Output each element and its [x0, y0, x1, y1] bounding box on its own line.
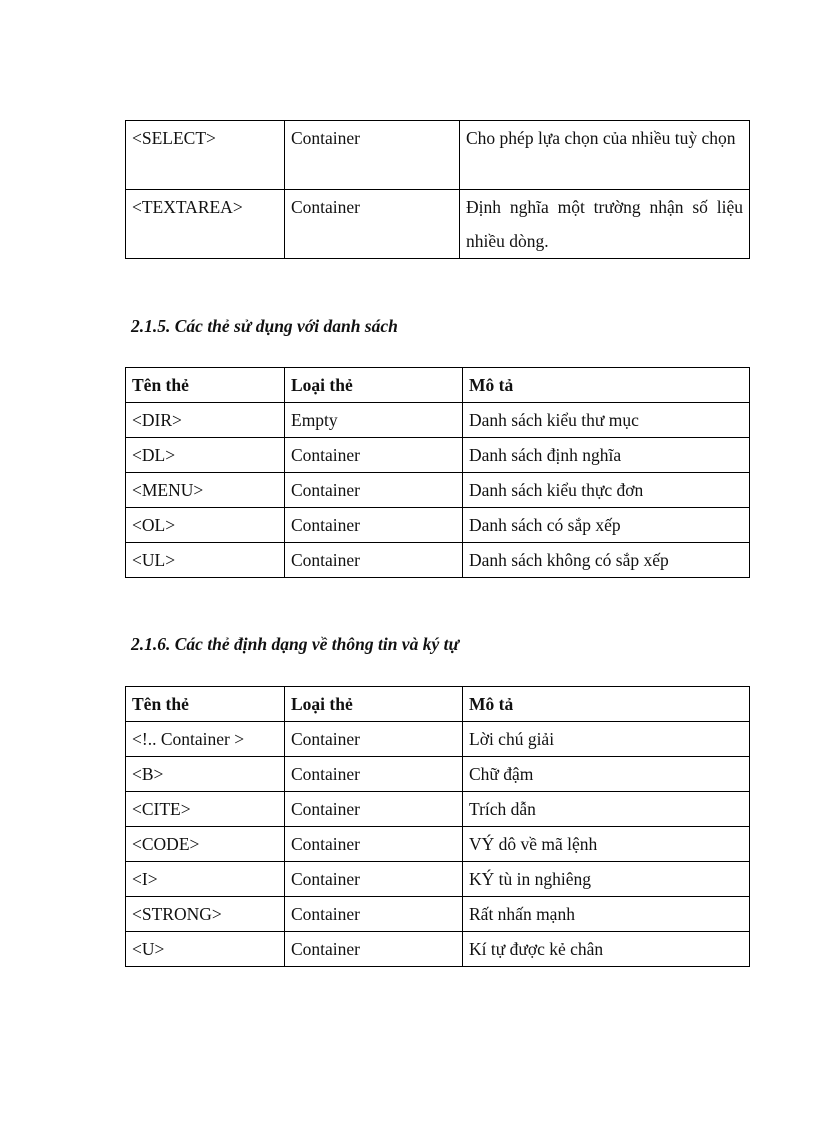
- tag-cell: <I>: [126, 862, 285, 897]
- column-header: Tên thẻ: [126, 687, 285, 722]
- table-list-tags: [125, 367, 750, 578]
- desc-cell: Chữ đậm: [463, 757, 750, 792]
- table-format-tags: [125, 686, 750, 967]
- desc-cell: Kí tự được kẻ chân: [463, 932, 750, 967]
- desc-cell: Danh sách kiểu thực đơn: [463, 473, 750, 508]
- type-cell: Container: [285, 722, 463, 757]
- table-header-row: [126, 368, 750, 403]
- desc-cell: Danh sách định nghĩa: [463, 438, 750, 473]
- tag-cell: <!.. Container >: [126, 722, 285, 757]
- tag-cell: <SELECT>: [126, 121, 285, 190]
- tag-cell: <DIR>: [126, 403, 285, 438]
- tag-cell: <UL>: [126, 543, 285, 578]
- type-cell: Container: [285, 862, 463, 897]
- table-row: [126, 897, 750, 932]
- table-row: [126, 757, 750, 792]
- tag-cell: <OL>: [126, 508, 285, 543]
- table-form-tags: [125, 120, 750, 259]
- type-cell: Container: [285, 190, 460, 259]
- tag-cell: <DL>: [126, 438, 285, 473]
- type-cell: Container: [285, 897, 463, 932]
- tag-cell: <CITE>: [126, 792, 285, 827]
- type-cell: Container: [285, 543, 463, 578]
- type-cell: Container: [285, 792, 463, 827]
- column-header: Loại thẻ: [285, 368, 463, 403]
- section-heading-formatting: 2.1.6. Các thẻ định dạng về thông tin và ký tự: [131, 634, 459, 654]
- desc-cell: KÝ tù in nghiêng: [463, 862, 750, 897]
- desc-cell: Định nghĩa một trường nhận số liệu nhiều dòng.: [460, 190, 750, 259]
- tag-cell: <STRONG>: [126, 897, 285, 932]
- tag-cell: <MENU>: [126, 473, 285, 508]
- desc-cell: Trích dẫn: [463, 792, 750, 827]
- tag-cell: <CODE>: [126, 827, 285, 862]
- table-row: [126, 722, 750, 757]
- type-cell: Container: [285, 121, 460, 190]
- type-cell: Empty: [285, 403, 463, 438]
- type-cell: Container: [285, 508, 463, 543]
- tag-cell: <TEXTAREA>: [126, 190, 285, 259]
- section-heading-lists: 2.1.5. Các thẻ sử dụng với danh sách: [131, 316, 398, 336]
- column-header: Tên thẻ: [126, 368, 285, 403]
- type-cell: Container: [285, 932, 463, 967]
- column-header: Mô tả: [463, 368, 750, 403]
- desc-cell: Danh sách không có sắp xếp: [463, 543, 750, 578]
- column-header: Mô tả: [463, 687, 750, 722]
- type-cell: Container: [285, 473, 463, 508]
- table-row: [126, 121, 750, 190]
- table-row: [126, 190, 750, 259]
- table-row: [126, 827, 750, 862]
- type-cell: Container: [285, 827, 463, 862]
- desc-cell: Danh sách có sắp xếp: [463, 508, 750, 543]
- table-row: [126, 508, 750, 543]
- table-row: [126, 932, 750, 967]
- type-cell: Container: [285, 757, 463, 792]
- column-header: Loại thẻ: [285, 687, 463, 722]
- desc-cell: Rất nhấn mạnh: [463, 897, 750, 932]
- table-row: [126, 438, 750, 473]
- desc-cell: Danh sách kiểu thư mục: [463, 403, 750, 438]
- table-row: [126, 403, 750, 438]
- tag-cell: <B>: [126, 757, 285, 792]
- type-cell: Container: [285, 438, 463, 473]
- desc-cell: Lời chú giải: [463, 722, 750, 757]
- table-row: [126, 862, 750, 897]
- table-header-row: [126, 687, 750, 722]
- tag-cell: <U>: [126, 932, 285, 967]
- table-row: [126, 792, 750, 827]
- desc-cell: VÝ dô về mã lệnh: [463, 827, 750, 862]
- desc-cell: Cho phép lựa chọn của nhiều tuỳ chọn: [460, 121, 750, 190]
- table-row: [126, 473, 750, 508]
- table-row: [126, 543, 750, 578]
